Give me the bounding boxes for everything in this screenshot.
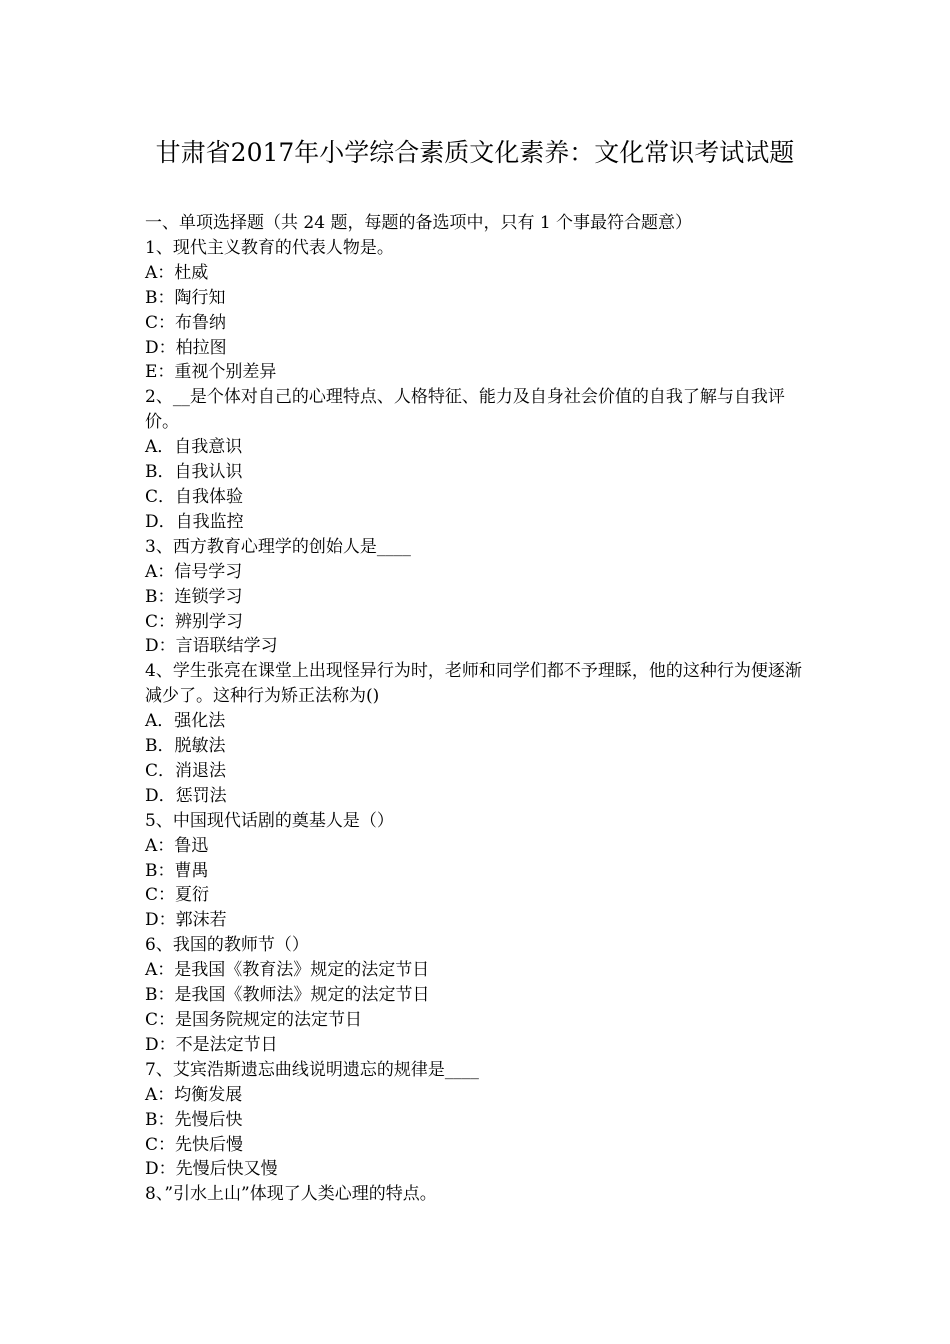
answer-option: D：不是法定节日 <box>145 1034 278 1055</box>
question-stem: 5、中国现代话剧的奠基人是（） <box>145 810 394 831</box>
question-5 <box>145 809 810 934</box>
answer-option: A：杜威 <box>145 262 209 283</box>
answer-option: D：言语联结学习 <box>145 636 278 657</box>
question-stem: 3、西方教育心理学的创始人是____ <box>145 536 411 557</box>
answer-option: A：信号学习 <box>145 561 243 582</box>
answer-option: A．自我意识 <box>145 437 243 458</box>
answer-option: C：先快后慢 <box>145 1134 244 1155</box>
section-heading: 一、单项选择题（共 24 题，每题的备选项中，只有 1 个事最符合题意） <box>145 213 693 233</box>
answer-option: B：是我国《教师法》规定的法定节日 <box>145 985 430 1006</box>
question-stem: 6、我国的教师节（） <box>145 935 309 956</box>
answer-option: A．强化法 <box>145 711 226 732</box>
question-4 <box>145 659 810 808</box>
question-2 <box>145 385 810 534</box>
question-stem: 4、学生张亮在课堂上出现怪异行为时，老师和同学们都不予理睬，他的这种行为便逐渐减少了。这种行为矫正法称为() <box>145 661 802 707</box>
answer-option: D：郭沫若 <box>145 910 227 931</box>
answer-option: D：柏拉图 <box>145 337 227 358</box>
answer-option: E：重视个别差异 <box>145 362 277 383</box>
answer-option: C：布鲁纳 <box>145 312 227 333</box>
answer-option: A：均衡发展 <box>145 1084 243 1105</box>
question-stem: 8、”引水上山”体现了人类心理的特点。 <box>145 1184 437 1205</box>
answer-option: B：陶行知 <box>145 287 226 308</box>
question-3 <box>145 535 810 660</box>
answer-option: B：曹禺 <box>145 860 209 881</box>
question-7 <box>145 1058 810 1183</box>
answer-option: B．脱敏法 <box>145 736 226 757</box>
answer-option: C．自我体验 <box>145 486 244 507</box>
answer-option: A：是我国《教育法》规定的法定节日 <box>145 960 430 981</box>
document-body <box>145 211 810 1207</box>
answer-option: C：辨别学习 <box>145 611 244 632</box>
question-stem: 1、现代主义教育的代表人物是。 <box>145 237 394 258</box>
answer-option: C：是国务院规定的法定节日 <box>145 1010 363 1030</box>
answer-option: A：鲁迅 <box>145 835 209 856</box>
answer-option: D．自我监控 <box>145 511 244 532</box>
question-1 <box>145 236 810 385</box>
question-stem: 7、艾宾浩斯遗忘曲线说明遗忘的规律是____ <box>145 1059 479 1080</box>
answer-option: C．消退法 <box>145 760 227 781</box>
answer-option: C：夏衍 <box>145 885 210 906</box>
question-8 <box>145 1182 810 1207</box>
answer-option: D：先慢后快又慢 <box>145 1159 278 1180</box>
document-title: 甘肃省2017年小学综合素质文化素养：文化常识考试试题 <box>155 138 795 167</box>
question-stem: 2、__是个体对自己的心理特点、人格特征、能力及自身社会价值的自我了解与自我评价。 <box>145 387 785 433</box>
answer-option: B．自我认识 <box>145 462 243 483</box>
answer-option: B：连锁学习 <box>145 586 243 607</box>
answer-option: D．惩罚法 <box>145 785 227 806</box>
question-6 <box>145 933 810 1058</box>
answer-option: B：先慢后快 <box>145 1109 243 1130</box>
